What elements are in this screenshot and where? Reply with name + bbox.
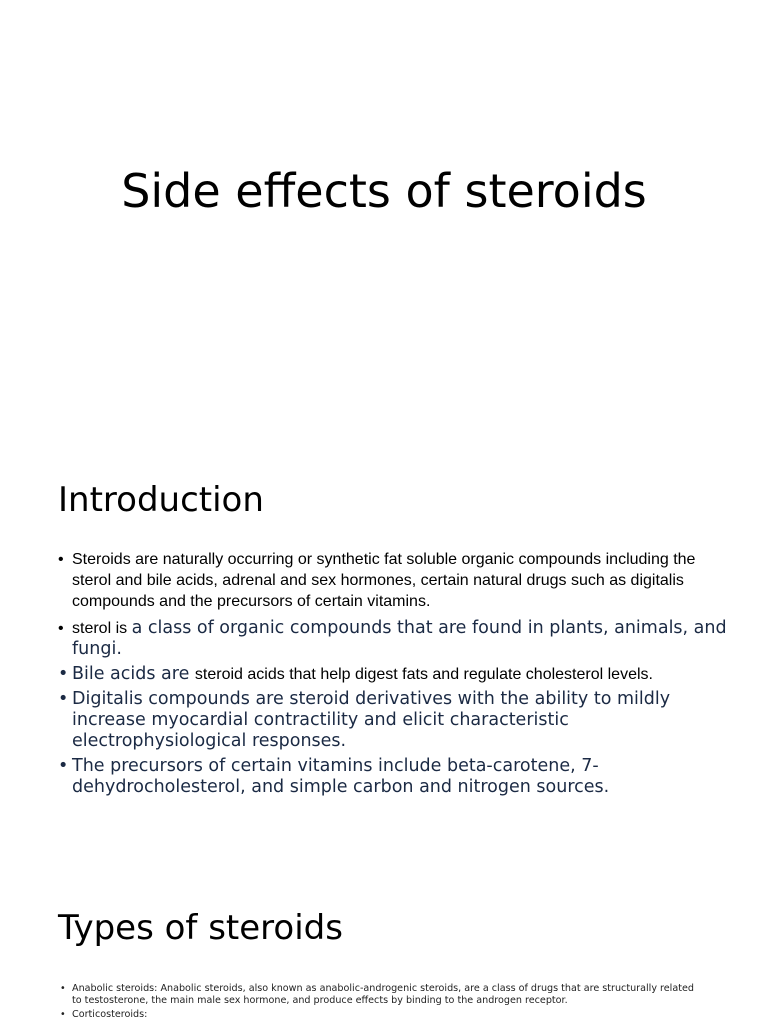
- bullet-vitamin-precursors: [58, 756, 738, 798]
- bullet-text: The precursors of certain vitamins include beta-carotene, 7-dehydrocholesterol, and simple carbon and nitrogen sources.: [72, 756, 610, 797]
- introduction-heading: Introduction: [58, 480, 264, 520]
- bullet-text: Anabolic steroids: Anabolic steroids, also known as anabolic-androgenic steroids, are a class of drugs that are structurally related to testosterone, the main male sex hormone, and produce effects by binding to the androgen receptor.: [72, 983, 694, 1006]
- bullet-anabolic-steroids: [60, 983, 700, 1007]
- presentation-title: Side effects of steroids: [121, 164, 647, 218]
- bullet-text: steroid acids that help digest fats and regulate cholesterol levels.: [194, 666, 653, 683]
- bullet-corticosteroids: [60, 1009, 700, 1021]
- title-slide: [0, 0, 768, 434]
- introduction-slide: [0, 434, 768, 866]
- bullet-lead-text: sterol is: [72, 620, 132, 637]
- bullet-digitalis: [58, 689, 738, 752]
- bullet-text: a class of organic compounds that are found in plants, animals, and fungi.: [72, 618, 727, 659]
- types-slide: [0, 866, 768, 1024]
- bullet-text: Steroids are naturally occurring or synthetic fat soluble organic compounds including the sterol and bile acids, adrenal and sex hormones, certain natural drugs such as digitalis compounds and the precursors of certain vitamins.: [72, 551, 696, 610]
- bullet-marker: •: [58, 551, 64, 568]
- bullet-sterol: [58, 618, 738, 660]
- types-heading: Types of steroids: [58, 908, 343, 948]
- bullet-marker: •: [60, 1009, 66, 1020]
- types-bullet-list: [60, 983, 700, 1023]
- bullet-text: Digitalis compounds are steroid derivatives with the ability to mildly increase myocardial contractility and elicit characteristic electrophysiological responses.: [72, 689, 671, 751]
- bullet-text: Corticosteroids:: [72, 1009, 148, 1020]
- bullet-marker: •: [58, 756, 69, 776]
- introduction-bullet-list: [58, 549, 738, 798]
- bullet-marker: •: [58, 620, 64, 637]
- bullet-marker: •: [58, 664, 69, 684]
- bullet-lead-text: Bile acids are: [72, 664, 195, 684]
- bullet-steroids-definition: [58, 549, 738, 612]
- bullet-marker: •: [58, 689, 69, 709]
- bullet-bile-acids: [58, 664, 738, 685]
- bullet-marker: •: [60, 983, 66, 994]
